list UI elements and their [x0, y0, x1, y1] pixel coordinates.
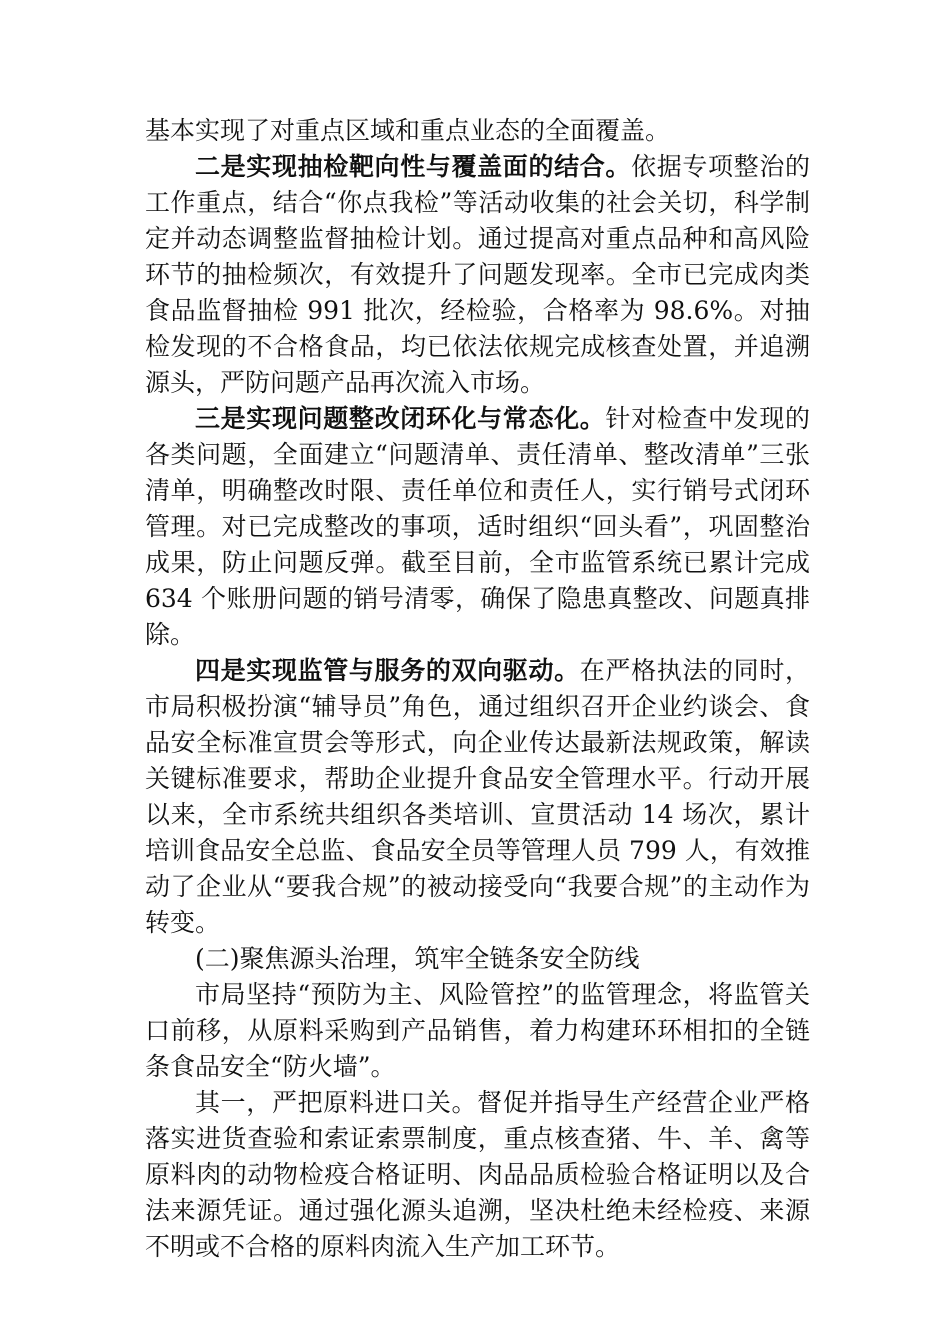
paragraph-text: 市局坚持“预防为主、风险管控”的监管理念，将监管关口前移，从原料采购到产品销售，着力构建环环相扣的全链条食品安全“防火墙”。: [145, 980, 810, 1081]
paragraph-point-three: [145, 401, 810, 653]
paragraph-text: 其一，严把原料进口关。督促并指导生产经营企业严格落实进货查验和索证索票制度，重点核查猪、牛、羊、禽等原料肉的动物检疫合格证明、肉品品质检验合格证明以及合法来源凭证。通过强化源头追溯，坚决杜绝未经检疫、来源不明或不合格的原料肉流入生产加工环节。: [145, 1088, 810, 1261]
paragraph-lead: 二是实现抽检靶向性与覆盖面的结合。: [195, 152, 632, 181]
document-body: [145, 113, 810, 1265]
paragraph-intro: [145, 977, 810, 1085]
paragraph-text: 依据专项整治的工作重点，结合“你点我检”等活动收集的社会关切，科学制定并动态调整监督抽检计划。通过提高对重点品种和高风险环节的抽检频次，有效提升了问题发现率。全市已完成肉类食品监督抽检 991 批次，经检验，合格率为 98.6%。对抽检发现的不合格食品，均已依法依规完成核查处置，并追溯源头，严防问题产品再次流入市场。: [145, 152, 810, 397]
paragraph-text: 在严格执法的同时，市局积极扮演“辅导员”角色，通过组织召开企业约谈会、食品安全标准宣贯会等形式，向企业传达最新法规政策，解读关键标准要求，帮助企业提升食品安全管理水平。行动开展以来，全市系统共组织各类培训、宣贯活动 14 场次，累计培训食品安全总监、食品安全员等管理人员 799 人，有效推动了企业从“要我合规”的被动接受向“我要合规”的主动作为转变。: [145, 656, 810, 937]
paragraph-first-measure: [145, 1085, 810, 1265]
paragraph-continuation: [145, 113, 810, 149]
paragraph-text: 针对检查中发现的各类问题，全面建立“问题清单、责任清单、整改清单”三张清单，明确整改时限、责任单位和责任人，实行销号式闭环管理。对已完成整改的事项，适时组织“回头看”，巩固整治成果，防止问题反弹。截至目前，全市监管系统已累计完成 634 个账册问题的销号清零，确保了隐患真整改、问题真排除。: [145, 404, 810, 649]
section-heading: [145, 941, 810, 977]
paragraph-point-two: [145, 149, 810, 401]
section-heading-text: (二)聚焦源头治理，筑牢全链条安全防线: [195, 944, 640, 973]
paragraph-lead: 四是实现监管与服务的双向驱动。: [195, 656, 580, 685]
paragraph-point-four: [145, 653, 810, 941]
paragraph-lead: 三是实现问题整改闭环化与常态化。: [195, 404, 606, 433]
paragraph-text: 基本实现了对重点区域和重点业态的全面覆盖。: [145, 116, 671, 145]
